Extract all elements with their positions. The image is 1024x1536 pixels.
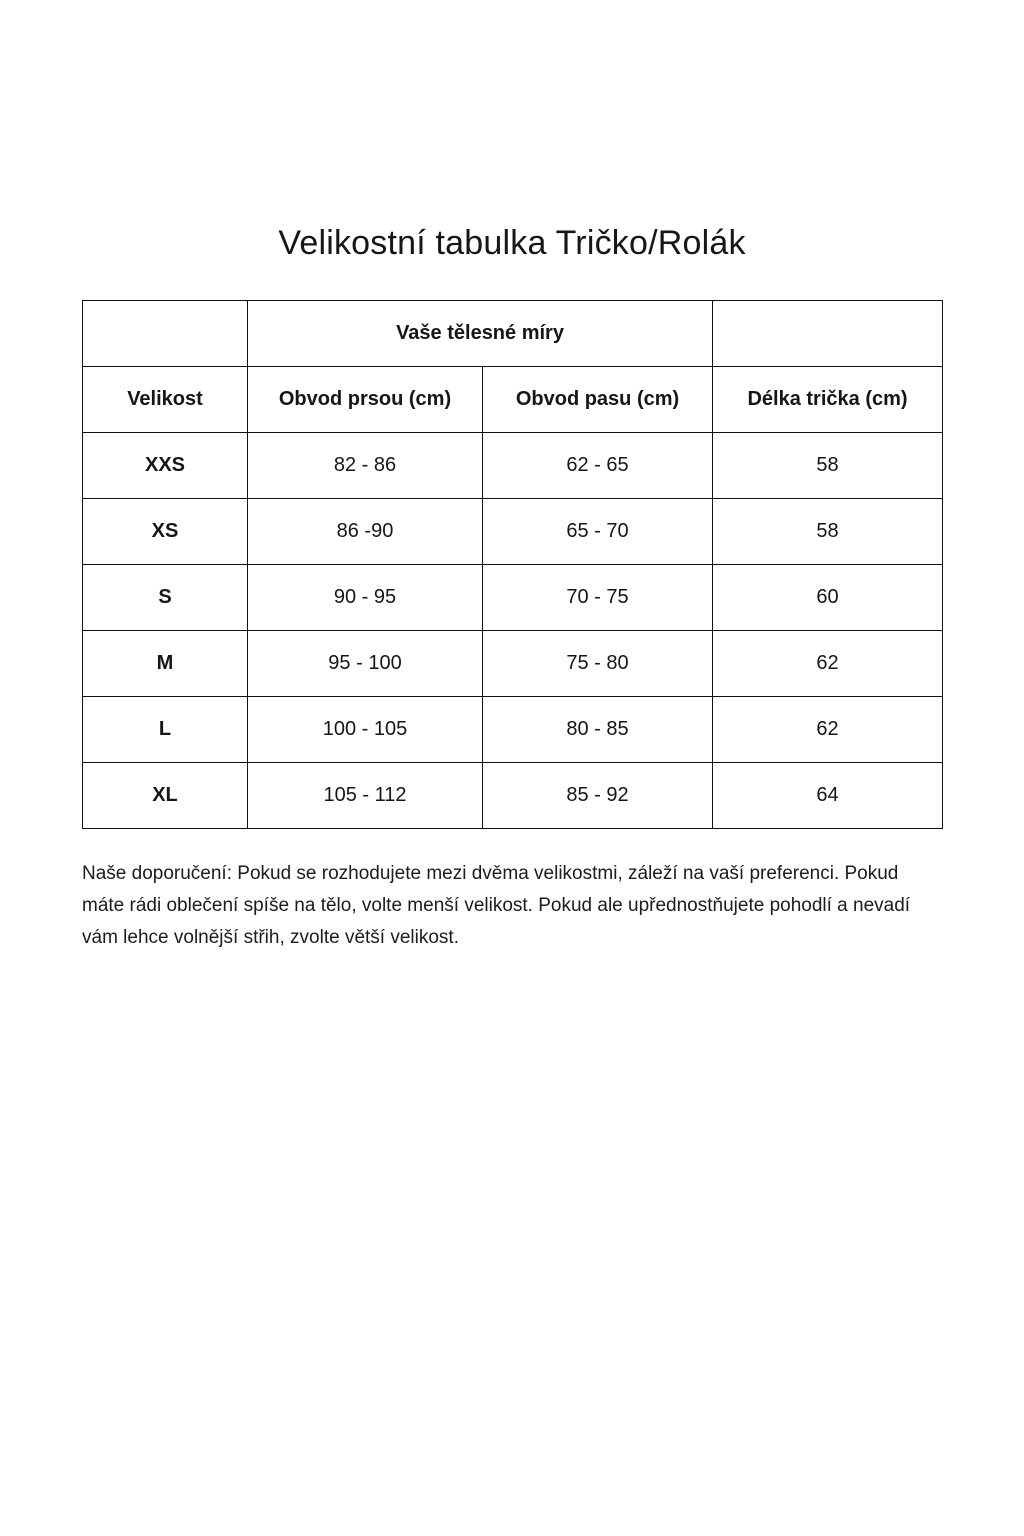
page-title: Velikostní tabulka Tričko/Rolák (278, 224, 746, 262)
waist-value: 70 - 75 (483, 565, 713, 631)
table-row (83, 565, 943, 631)
group-header-cell: Vaše tělesné míry (248, 301, 713, 367)
table-header-row (83, 367, 943, 433)
size-value: S (83, 565, 248, 631)
chest-value: 82 - 86 (248, 433, 483, 499)
length-value: 62 (713, 631, 943, 697)
chest-value: 105 - 112 (248, 763, 483, 829)
length-value: 62 (713, 697, 943, 763)
table-row (83, 499, 943, 565)
column-header-length: Délka trička (cm) (713, 367, 943, 433)
column-header-chest: Obvod prsou (cm) (248, 367, 483, 433)
chest-value: 100 - 105 (248, 697, 483, 763)
corner-cell-left (83, 301, 248, 367)
waist-value: 85 - 92 (483, 763, 713, 829)
recommendation-note: Naše doporučení: Pokud se rozhodujete mezi dvěma velikostmi, záleží na vaší preferenci. Pokud máte rádi oblečení spíše na tělo, volte menší velikost. Pokud ale upřednostňujete pohodlí a nevadí vám lehce volnější střih, zvolte větší velikost. (82, 863, 911, 948)
chest-value: 90 - 95 (248, 565, 483, 631)
size-table (82, 300, 943, 829)
size-value: XS (83, 499, 248, 565)
waist-value: 75 - 80 (483, 631, 713, 697)
size-value: XL (83, 763, 248, 829)
table-group-header-row (83, 301, 943, 367)
table-row (83, 763, 943, 829)
length-value: 58 (713, 499, 943, 565)
size-value: M (83, 631, 248, 697)
size-value: L (83, 697, 248, 763)
length-value: 58 (713, 433, 943, 499)
waist-value: 62 - 65 (483, 433, 713, 499)
chest-value: 86 -90 (248, 499, 483, 565)
length-value: 64 (713, 763, 943, 829)
length-value: 60 (713, 565, 943, 631)
column-header-size: Velikost (83, 367, 248, 433)
waist-value: 65 - 70 (483, 499, 713, 565)
corner-cell-right (713, 301, 943, 367)
column-header-waist: Obvod pasu (cm) (483, 367, 713, 433)
table-row (83, 433, 943, 499)
size-value: XXS (83, 433, 248, 499)
chest-value: 95 - 100 (248, 631, 483, 697)
table-row (83, 631, 943, 697)
waist-value: 80 - 85 (483, 697, 713, 763)
table-row (83, 697, 943, 763)
